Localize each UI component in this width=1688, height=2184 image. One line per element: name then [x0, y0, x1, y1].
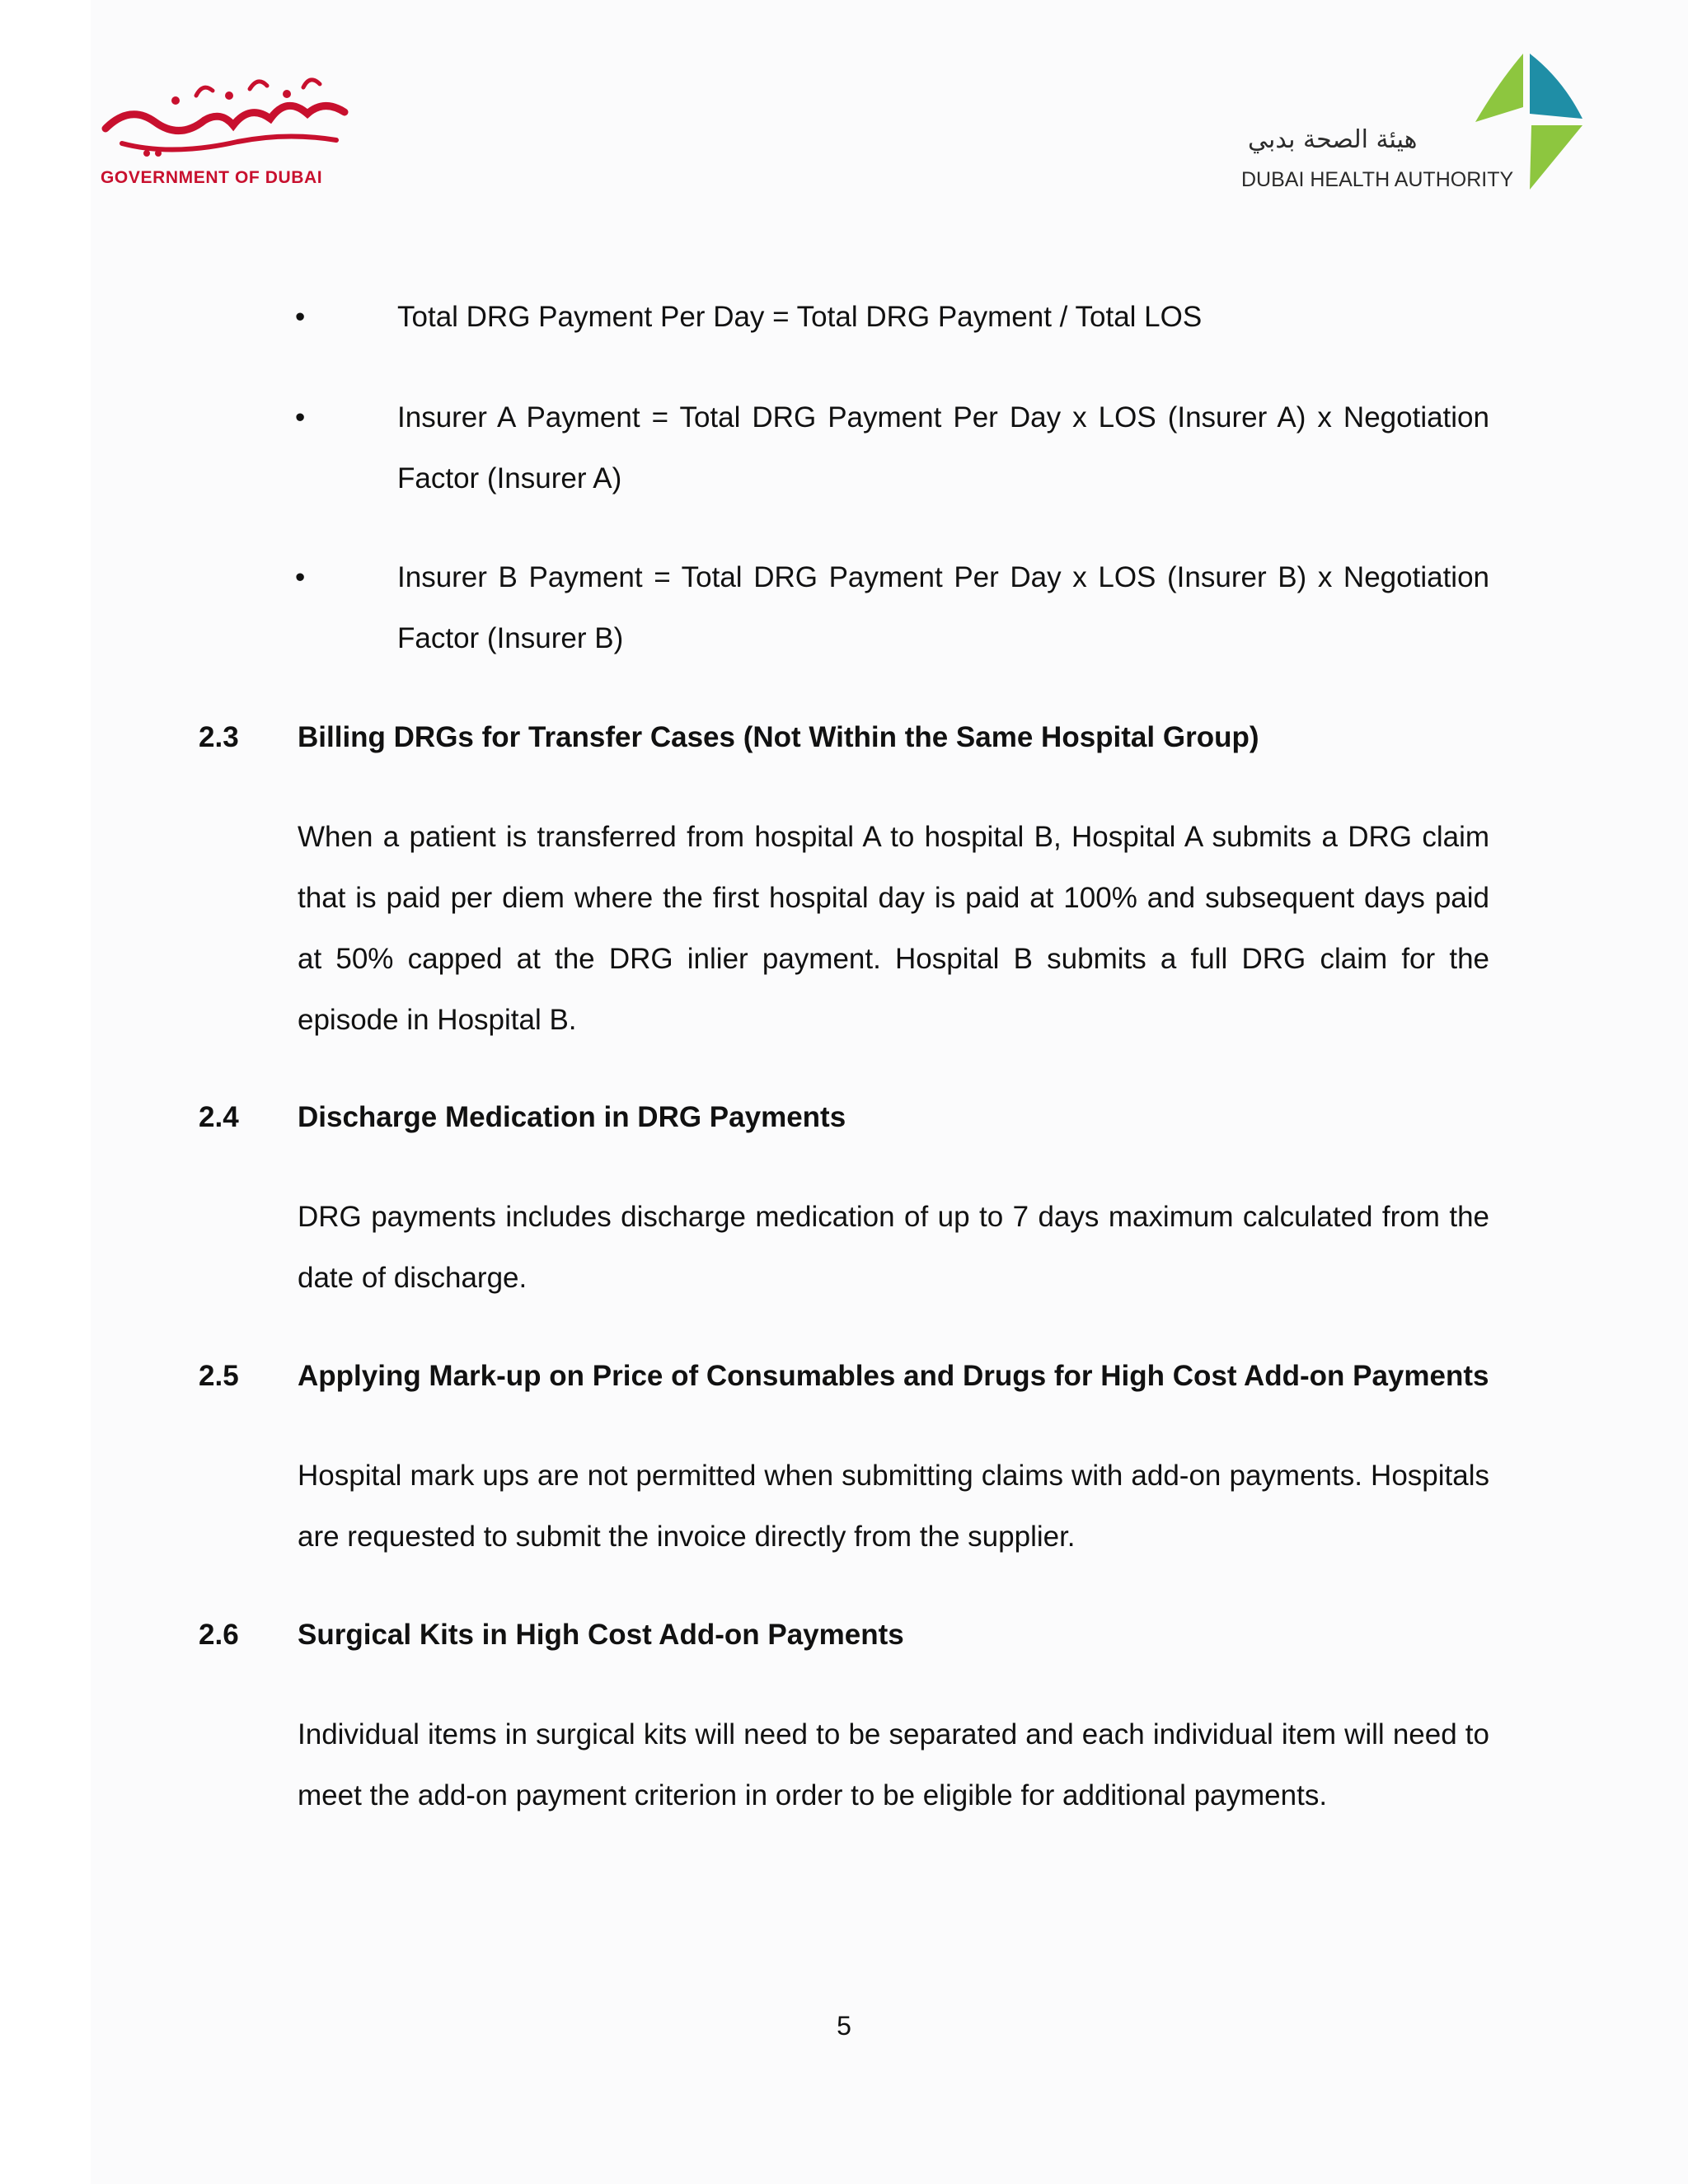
section-number: 2.4 — [199, 1101, 239, 1133]
section-paragraph: DRG payments includes discharge medication of up to 7 days maximum calculated from the date of discharge. — [298, 1201, 1489, 1294]
bullet-symbol: • — [295, 301, 306, 333]
section-number: 2.6 — [199, 1619, 239, 1651]
gov-logo-text: GOVERNMENT OF DUBAI — [101, 168, 323, 187]
dubai-health-authority-logo — [1236, 49, 1607, 198]
section-paragraph: Individual items in surgical kits will need to be separated and each individual item will need to meet the add-on payment criterion in order to be eligible for additional payments. — [298, 1718, 1489, 1811]
bullet-item: Insurer A Payment = Total DRG Payment Per Day x LOS (Insurer A) x Negotiation Factor (Insurer A) — [397, 401, 1489, 494]
bullet-symbol: • — [295, 561, 306, 593]
section-heading: Discharge Medication in DRG Payments — [298, 1101, 846, 1133]
bullet-item: Total DRG Payment Per Day = Total DRG Payment / Total LOS — [397, 301, 1203, 333]
section-heading: Surgical Kits in High Cost Add-on Payments — [298, 1619, 904, 1651]
dha-emblem-icon — [1459, 49, 1599, 194]
page-number: 5 — [837, 2011, 851, 2041]
bullet-item: Insurer B Payment = Total DRG Payment Per Day x LOS (Insurer B) x Negotiation Factor (Insurer B) — [397, 561, 1489, 654]
dha-logo-text: DUBAI HEALTH AUTHORITY — [1241, 168, 1514, 191]
section-number: 2.5 — [199, 1360, 239, 1392]
section-paragraph: When a patient is transferred from hospital A to hospital B, Hospital A submits a DRG claim that is paid per diem where the first hospital day is paid at 100% and subsequent days paid at 50% capped at the DRG inlier payment. Hospital B submits a full DRG claim for the episode in Hospital B. — [298, 821, 1489, 1036]
section-number: 2.3 — [199, 721, 239, 753]
government-of-dubai-logo — [97, 71, 361, 194]
bullet-symbol: • — [295, 401, 306, 434]
section-paragraph: Hospital mark ups are not permitted when submitting claims with add-on payments. Hospitals are requested to submit the invoice directly from the supplier. — [298, 1460, 1489, 1553]
section-heading: Billing DRGs for Transfer Cases (Not Within the Same Hospital Group) — [298, 721, 1259, 753]
gov-calligraphy-icon — [97, 71, 361, 162]
section-heading: Applying Mark-up on Price of Consumables and Drugs for High Cost Add-on Payments — [298, 1360, 1489, 1392]
dha-arabic-text: هيئة الصحة بدبي — [1248, 125, 1418, 154]
